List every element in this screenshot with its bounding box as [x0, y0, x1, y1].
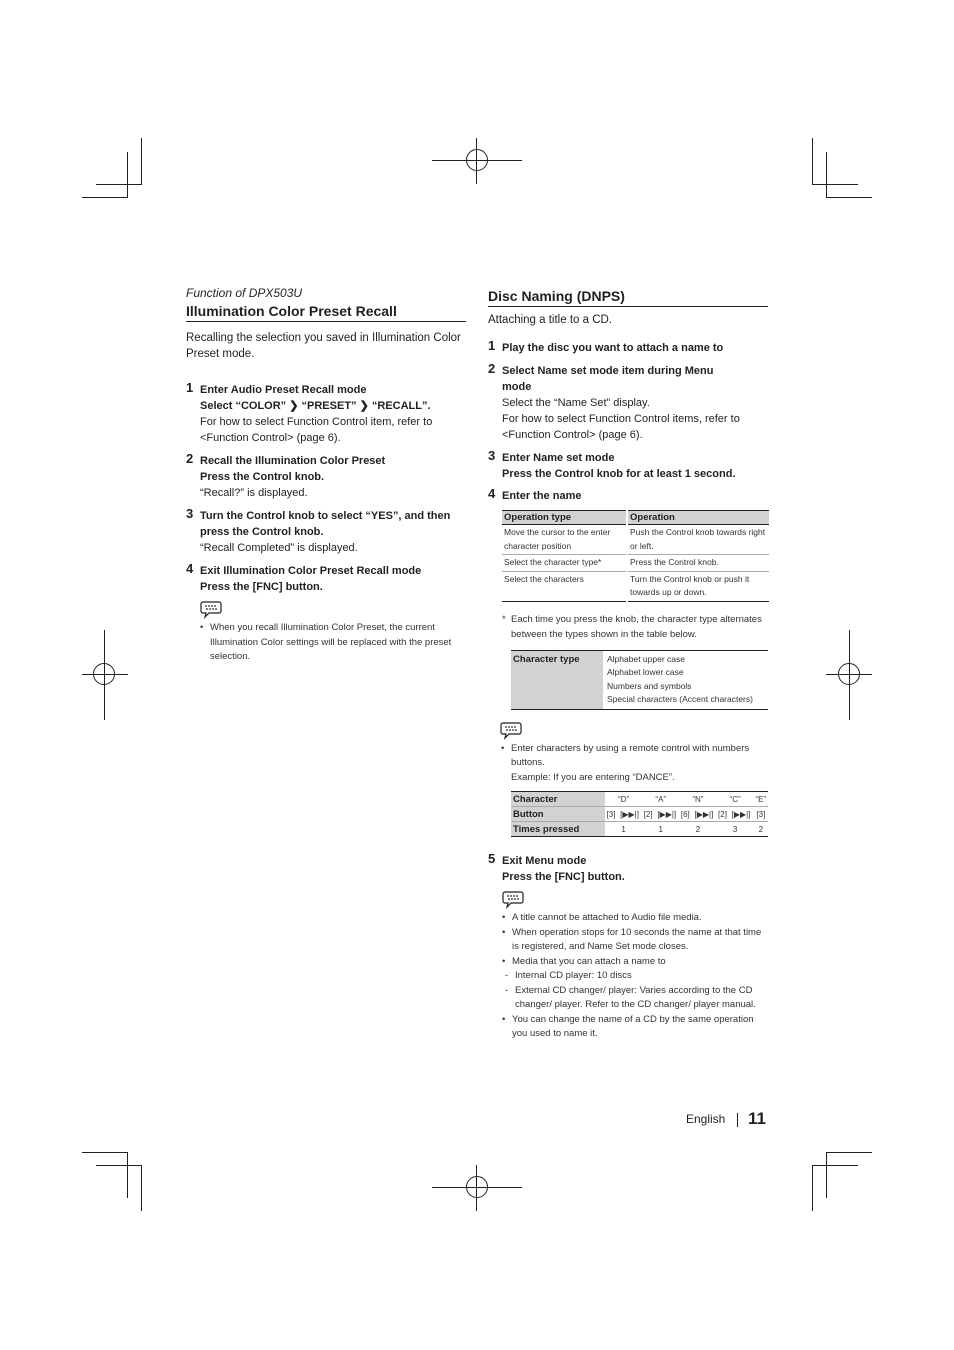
step-number: 2: [186, 451, 194, 466]
step-instruction: Select “COLOR” ❯ “PRESET” ❯ “RECALL”.: [200, 400, 431, 412]
step-title: Play the disc you want to attach a name to: [502, 342, 724, 354]
step-1: [488, 340, 768, 356]
table-cell: [▶▶|]: [691, 807, 716, 822]
intro-text: Recalling the selection you saved in Illumination Color Preset mode.: [186, 332, 461, 360]
step-instruction: Press the [FNC] button.: [502, 871, 625, 883]
right-column: [488, 288, 768, 1042]
chevron-right-icon: ❯: [289, 400, 299, 412]
list-item: • Enter characters by using a remote control with numbers buttons.: [501, 742, 768, 771]
step-number: 1: [186, 380, 194, 395]
step-title: Select Name set mode item during Menu: [502, 365, 714, 377]
example-table: [511, 791, 768, 837]
list-item: • When operation stops for 10 seconds the name at that time is registered, and Name Set mode closes.: [502, 926, 768, 955]
note-icon: [502, 889, 524, 909]
step-number: 2: [488, 361, 496, 376]
table-cell: Select the character type*: [502, 555, 627, 572]
table-cell: 1: [605, 822, 642, 837]
table-cell: “C”: [717, 792, 754, 807]
table-cell: 3: [717, 822, 754, 837]
table-row: [511, 822, 768, 837]
notes-list: [200, 621, 466, 665]
table-cell: 2: [754, 822, 768, 837]
note-icon: [500, 720, 522, 740]
step-description: “Recall?” is displayed.: [200, 487, 308, 499]
step-4: [186, 563, 466, 665]
step-title: Recall the Illumination Color Preset: [200, 455, 386, 467]
step-title: Exit Menu mode: [502, 855, 587, 867]
list-item: • Media that you can attach a name to: [502, 955, 768, 970]
section-title-illumination: Illumination Color Preset Recall: [186, 303, 466, 322]
table-row: [511, 792, 768, 807]
list-item: • You can change the name of a CD by the same operation you used to name it.: [502, 1013, 768, 1042]
step-title: Enter Audio Preset Recall mode: [200, 384, 367, 396]
left-column: [186, 286, 466, 665]
chevron-right-icon: ❯: [359, 400, 369, 412]
list-item: - External CD changer/ player: Varies according to the CD changer/ player. Refer to the CD changer/ player manual.: [502, 984, 768, 1013]
step-instruction: Press the [FNC] button.: [200, 581, 323, 593]
table-row: [502, 525, 769, 555]
step-number: 4: [186, 561, 194, 576]
row-label: Button: [511, 807, 605, 822]
table-cell: Push the Control knob towards right or left.: [627, 525, 769, 555]
table-cell: Alphabet upper case Alphabet lower case Numbers and symbols Special characters (Accent characters): [603, 650, 768, 709]
step-title: Enter the name: [502, 490, 582, 502]
step-number: 5: [488, 851, 496, 866]
table-cell: [3]: [754, 807, 768, 822]
table-header: Character type: [511, 650, 603, 709]
step-description: <Function Control> (page 6).: [200, 432, 341, 444]
step-number: 4: [488, 486, 496, 501]
table-cell: Press the Control knob.: [627, 555, 769, 572]
table-row: [502, 555, 769, 572]
footer-divider: [737, 1113, 738, 1127]
footer-language: English: [686, 1112, 726, 1126]
step-3: [488, 450, 768, 482]
table-cell: 2: [679, 822, 716, 837]
intro-text: Attaching a title to a CD.: [488, 314, 613, 326]
list-item: • A title cannot be attached to Audio file media.: [502, 911, 768, 926]
step-description: “Recall Completed” is displayed.: [200, 542, 358, 554]
note-icon: [200, 599, 222, 619]
table-cell: “D”: [605, 792, 642, 807]
step-4: [488, 488, 768, 504]
step-number: 3: [488, 448, 496, 463]
step-5: [488, 853, 768, 1042]
step-number: 3: [186, 506, 194, 521]
list-item: Example: If you are entering “DANCE”.: [511, 771, 675, 783]
table-cell: “A”: [642, 792, 679, 807]
notes-list: [501, 742, 768, 786]
row-label: Times pressed: [511, 822, 605, 837]
operation-table: [502, 510, 769, 602]
table-cell: “N”: [679, 792, 716, 807]
footnote: * Each time you press the knob, the character type alternates between the types shown in the table below.: [502, 612, 768, 642]
step-3: [186, 508, 466, 556]
page-number: 11: [748, 1109, 766, 1128]
table-cell: Move the cursor to the enter character position: [502, 525, 627, 555]
step-title: Exit Illumination Color Preset Recall mode: [200, 565, 422, 577]
step-title: mode: [502, 381, 532, 393]
table-header: Operation type: [502, 511, 627, 525]
table-cell: [▶▶|]: [728, 807, 753, 822]
step-title: press the Control knob.: [200, 526, 324, 538]
step-title: Enter Name set mode: [502, 452, 615, 464]
list-item: • When you recall Illumination Color Preset, the current Illumination Color settings will be replaced with the preset selection.: [200, 621, 466, 665]
step-2: [186, 453, 466, 501]
step-description: <Function Control> (page 6).: [502, 429, 643, 441]
step-instruction: Press the Control knob for at least 1 second.: [502, 468, 736, 480]
notes-list: [502, 911, 768, 1042]
table-cell: Turn the Control knob or push it towards up or down.: [627, 571, 769, 601]
table-row: [511, 807, 768, 822]
step-number: 1: [488, 338, 496, 353]
step-title: Turn the Control knob to select “YES”, and then: [200, 510, 451, 522]
step-description: For how to select Function Control items, refer to: [502, 413, 740, 425]
table-cell: 1: [642, 822, 679, 837]
table-cell: [6]: [679, 807, 691, 822]
table-cell: Select the characters: [502, 571, 627, 601]
step-description: For how to select Function Control item, refer to: [200, 416, 433, 428]
step-description: Select the “Name Set” display.: [502, 397, 650, 409]
row-label: Character: [511, 792, 605, 807]
step-1: [186, 382, 466, 446]
table-cell: [3]: [605, 807, 617, 822]
table-cell: [2]: [717, 807, 729, 822]
function-note: Function of DPX503U: [186, 286, 303, 300]
step-instruction: Press the Control knob.: [200, 471, 325, 483]
list-item: - Internal CD player: 10 discs: [502, 969, 768, 984]
section-title-disc-naming: Disc Naming (DNPS): [488, 288, 768, 307]
table-row: [502, 571, 769, 601]
table-cell: [2]: [642, 807, 654, 822]
table-cell: “E”: [754, 792, 768, 807]
step-2: [488, 363, 768, 443]
character-type-table: [511, 650, 768, 710]
table-header: Operation: [627, 511, 769, 525]
table-cell: [▶▶|]: [617, 807, 642, 822]
table-cell: [▶▶|]: [654, 807, 679, 822]
